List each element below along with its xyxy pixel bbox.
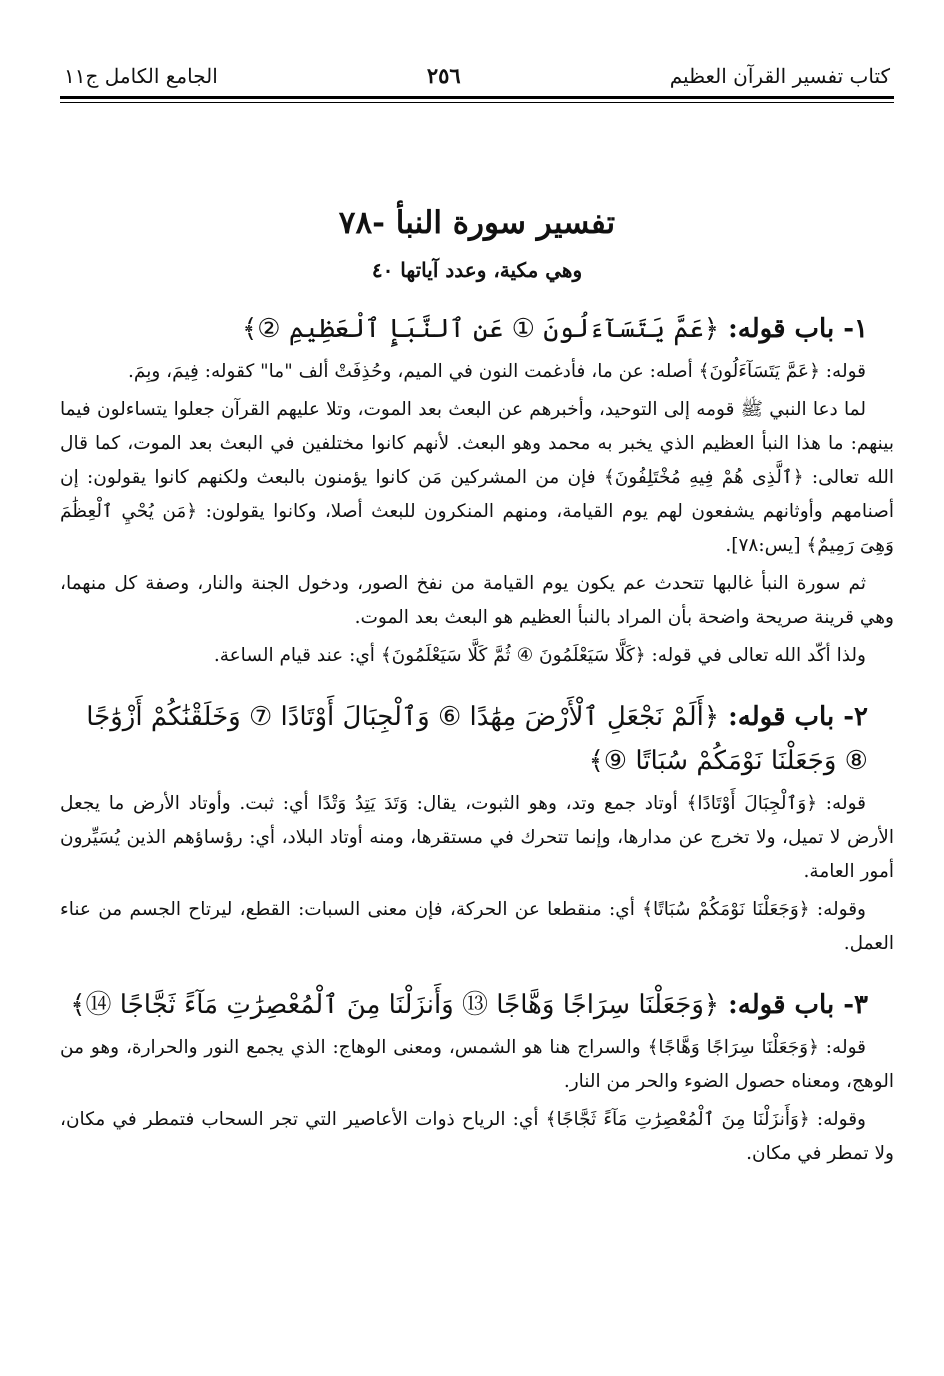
chapter-subtitle: وهي مكية، وعدد آياتها ٤٠ [371, 258, 583, 282]
book-title: كتاب تفسير القرآن العظيم [669, 64, 890, 88]
paragraph: قوله: ﴿عَمَّ يَتَسَآءَلُونَ﴾ أصله: عن ما، فأدغمت النون في الميم، وحُذِفَتْ ألف "ما" كقوله: فِيمَ، وبِمَ. [128, 361, 866, 382]
running-header [60, 48, 894, 88]
paragraph: قوله: ﴿وَٱلْجِبَالَ أَوْتَادًا﴾ أوتاد جمع وتد، وهو الثبوت، يقال: وَتَدَ يَتِدُ وَتْدًا أي: ثبت. وأوتاد الأرض ما يجعل الأرض لا تميل، ولا تخرج عن مدارها، وإنما تتحرك في مستقرها، ومنه أوتاد البلاد، أي: رؤساؤهم الذين يُسَيِّرون أمور العامة. [60, 793, 894, 882]
paragraph: لما دعا النبي ﷺ قومه إلى التوحيد، وأخبرهم عن البعث بعد الموت، وتلا عليهم القرآن جعلوا يتساءلون فيما بينهم: ما هذا النبأ العظيم الذي يخبر به محمد وهو البعث. لأنهم كانوا مختلفين في البعث بعد الموت، كما قال الله تعالى: ﴿ٱلَّذِى هُمْ فِيهِ مُخْتَلِفُونَ﴾ فإن من المشركين مَن كانوا يؤمنون بالبعث ولكنهم كانوا يقولون: إن أصنامهم وأوثانهم يشفعون لهم يوم القيامة، ومنهم المنكرون للبعث أصلا، وكانوا يقولون: ﴿مَن يُحْيِ ٱلْعِظَٰمَ وَهِىَ رَمِيمٌ﴾ [يس:٧٨]. [60, 399, 894, 556]
section-heading-3 [60, 983, 894, 1027]
collection-volume: الجامع الكامل ج١١ [64, 64, 218, 88]
paragraph: ثم سورة النبأ غالبها تتحدث عم يكون يوم القيامة من نفخ الصور، ودخول الجنة والنار، وصفة كل منهما، وهي قرينة صريحة واضحة بأن المراد بالنبأ العظيم هو البعث بعد الموت. [60, 573, 894, 628]
section-heading-prefix: ٣- باب قوله: [728, 990, 868, 1020]
section-heading-verse: ﴿عَمَّ يَتَسَآءَلُونَ ① عَنِ ٱلنَّبَإِ ٱلْعَظِيمِ ②﴾ [242, 314, 720, 344]
section-heading-1 [60, 307, 894, 351]
section-heading-prefix: ١- باب قوله: [728, 314, 868, 344]
chapter-title: تفسير سورة النبأ -٧٨ [338, 205, 616, 241]
section-heading-verse: ﴿أَلَمْ نَجْعَلِ ٱلْأَرْضَ مِهَٰدًا ⑥ وَٱلْجِبَالَ أَوْتَادًا ⑦ وَخَلَقْنَٰكُمْ أَزْوَٰجًا ⑧ وَجَعَلْنَا نَوْمَكُمْ سُبَاتًا ⑨﴾ [86, 702, 868, 776]
section-heading-2 [60, 695, 894, 783]
paragraph: قوله: ﴿وَجَعَلْنَا سِرَاجًا وَهَّاجًا﴾ والسراج هنا هو الشمس، ومعنى الوهاج: الذي يجمع النور والحرارة، وهو من الوهج، ومعناه حصول الضوء والحر من النار. [60, 1037, 894, 1092]
header-rule-thin [60, 102, 894, 103]
paragraph: وقوله: ﴿وَجَعَلْنَا نَوْمَكُمْ سُبَاتًا﴾ أي: منقطعا عن الحركة، فإن معنى السبات: القطع، ليرتاح الجسم من عناء العمل. [60, 899, 894, 954]
paragraph: ولذا أكّد الله تعالى في قوله: ﴿كَلَّا سَيَعْلَمُونَ ④ ثُمَّ كَلَّا سَيَعْلَمُونَ﴾ أي: عند قيام الساعة. [213, 645, 866, 666]
book-page [60, 48, 894, 1171]
paragraph: وقوله: ﴿وَأَنزَلْنَا مِنَ ٱلْمُعْصِرَٰتِ مَآءً ثَجَّاجًا﴾ أي: الرياح ذوات الأعاصير التي تجر السحاب فتمطر في مكان، ولا تمطر في مكان. [60, 1109, 894, 1164]
page-number: ٢٥٦ [426, 63, 461, 88]
header-rule-thick [60, 96, 894, 99]
section-heading-prefix: ٢- باب قوله: [728, 702, 868, 732]
section-heading-verse: ﴿وَجَعَلْنَا سِرَاجًا وَهَّاجًا ⑬ وَأَنزَلْنَا مِنَ ٱلْمُعْصِرَٰتِ مَآءً ثَجَّاجًا ⑭﴾ [70, 990, 720, 1020]
